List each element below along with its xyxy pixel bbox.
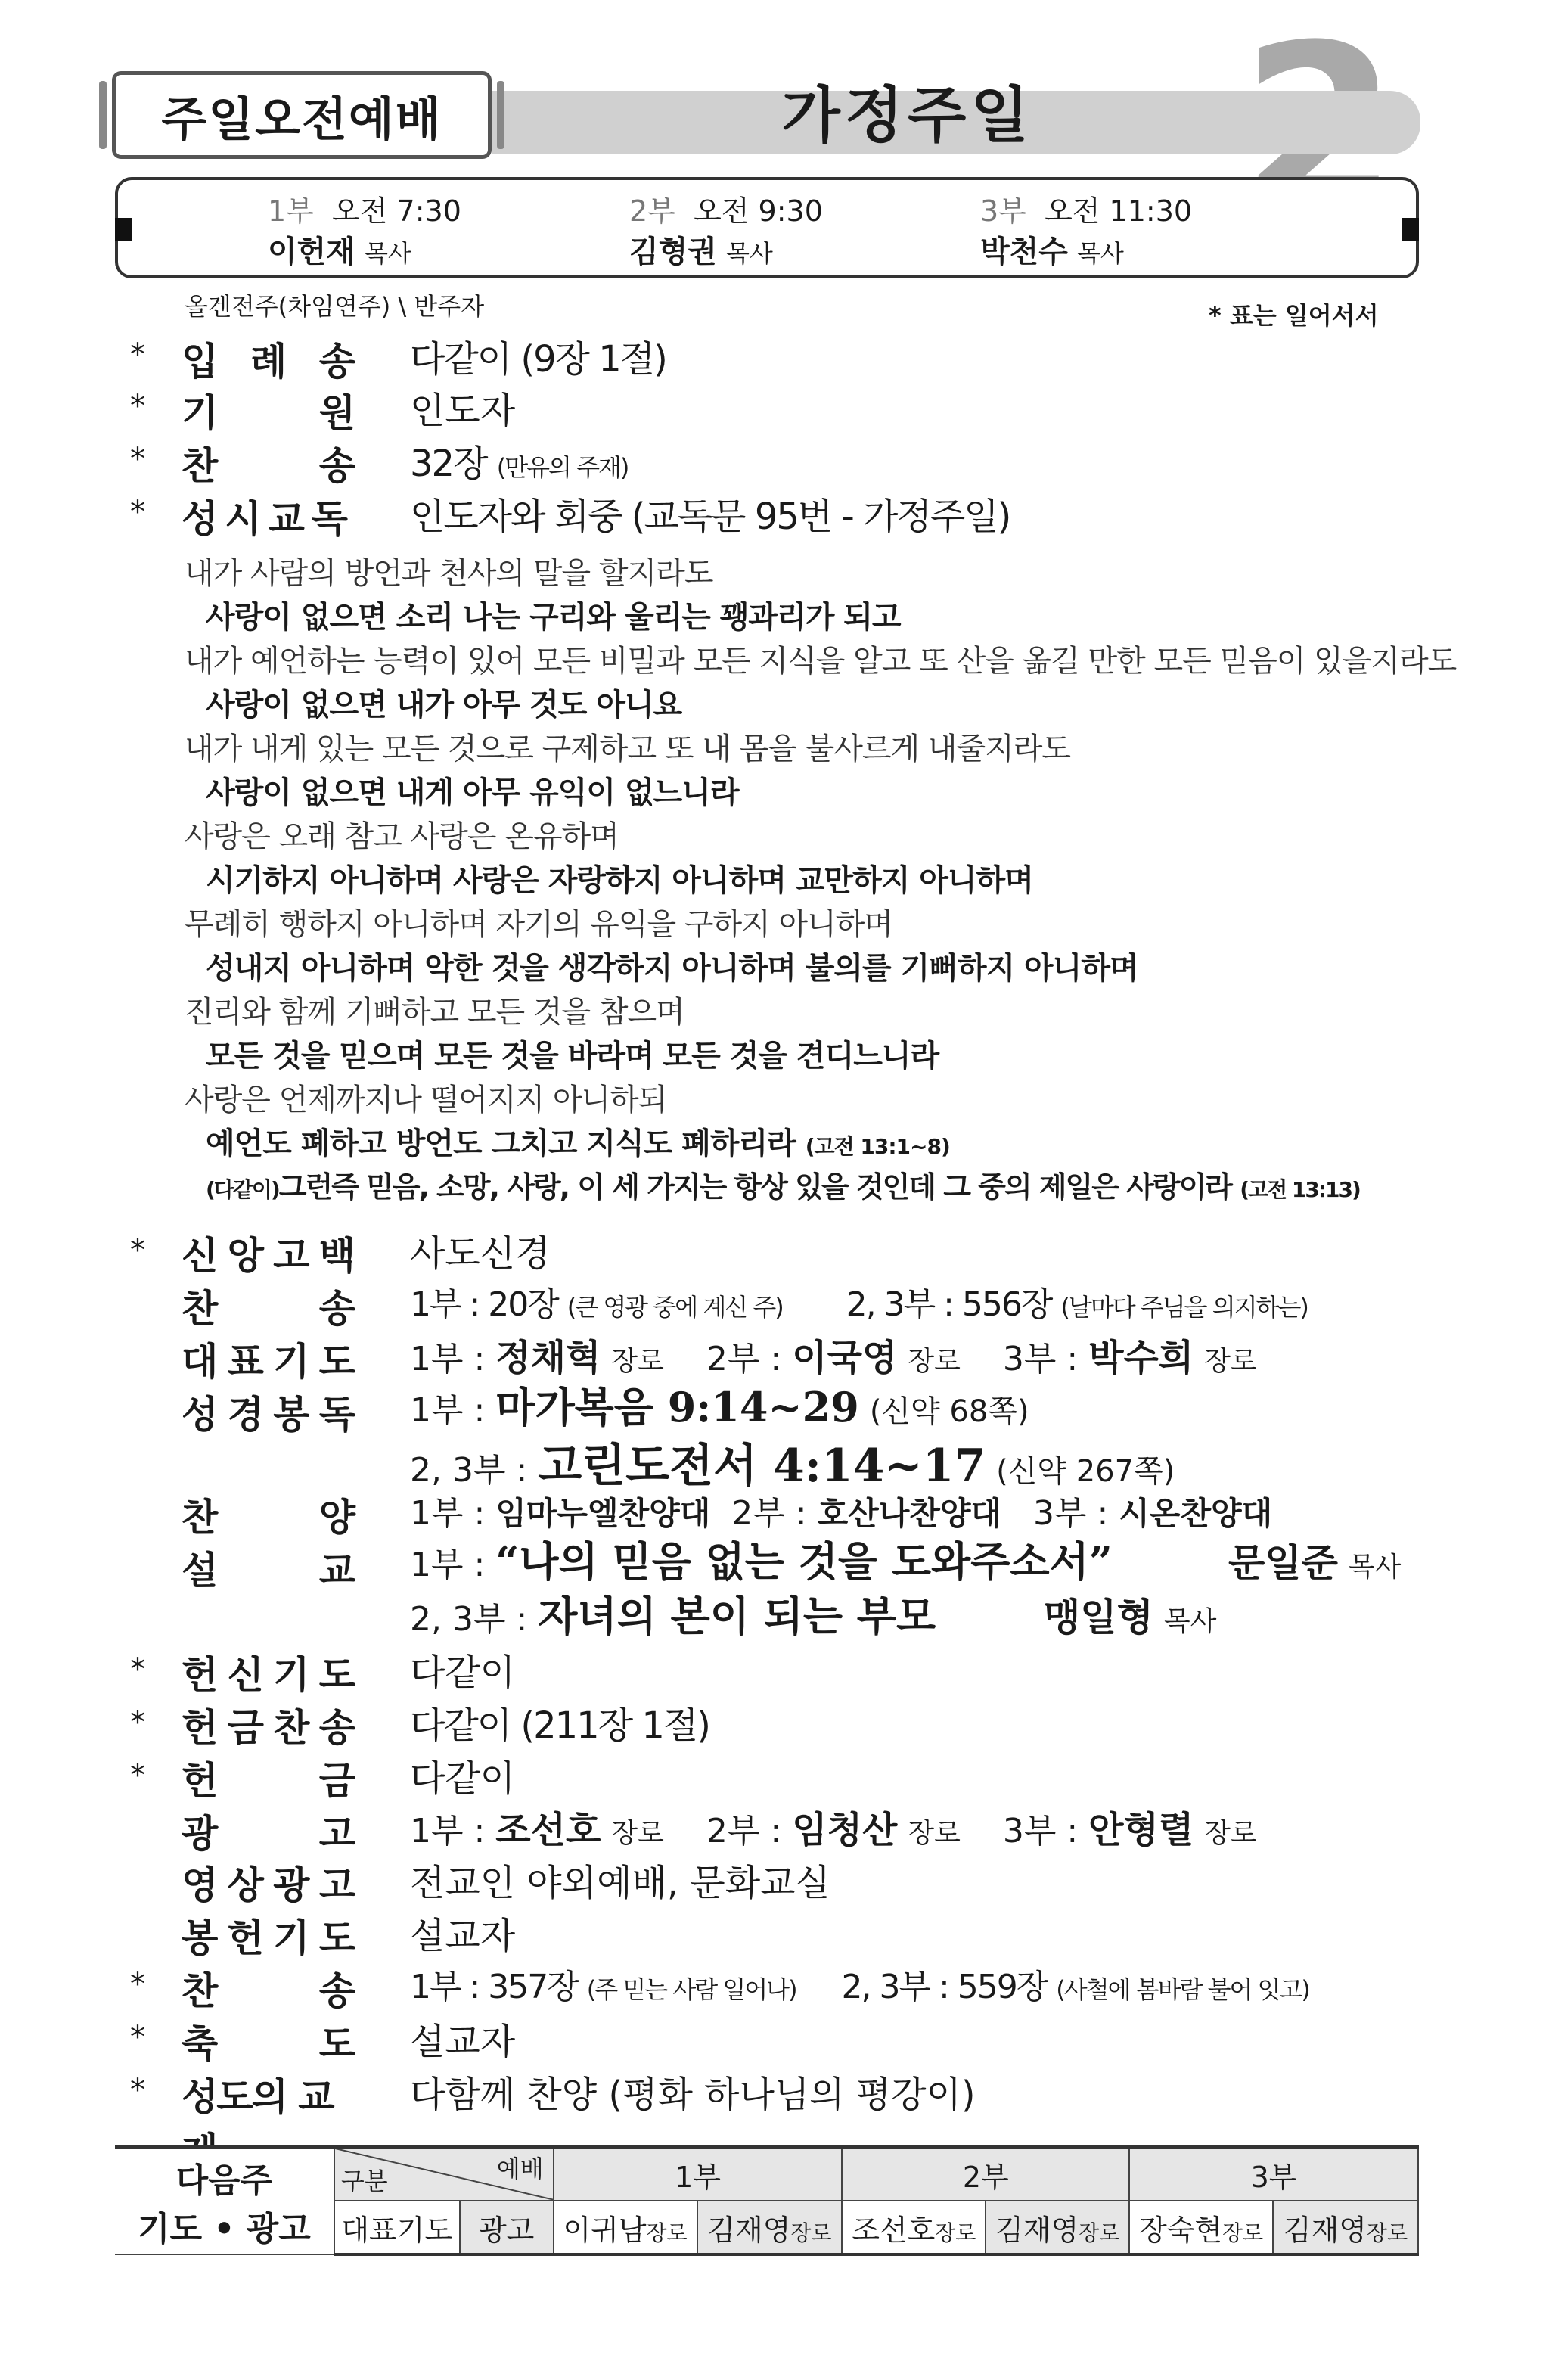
value-sermon-2-preacher bbox=[1044, 1587, 1216, 1642]
service-pastor: 박천수 bbox=[980, 235, 1068, 269]
part-prefix: 2, 3부 : bbox=[410, 1451, 539, 1490]
value-offering: 다같이 bbox=[410, 1757, 516, 1800]
service-pastor: 이헌재 bbox=[268, 235, 355, 269]
label-char: 고 bbox=[318, 1812, 355, 1856]
label-char: 송 bbox=[318, 444, 355, 488]
value-entrance-hymn: 다같이 (9장 1절) bbox=[410, 338, 666, 381]
part-prefix: 1부 : bbox=[410, 1968, 489, 2006]
reading-reference: (고전 13:1~8) bbox=[805, 1134, 950, 1159]
next-week-table bbox=[115, 2145, 1419, 2256]
part-prefix: 1부 : bbox=[410, 1340, 496, 1378]
part-prefix: 1부 : bbox=[410, 1391, 496, 1430]
label-char: 교 bbox=[268, 497, 305, 541]
value-invocation: 인도자 bbox=[410, 390, 516, 432]
label-char: 기 bbox=[182, 391, 219, 435]
label-char: 성도의 교 bbox=[182, 2075, 334, 2119]
label-char: 백 bbox=[318, 1234, 355, 1278]
value-offering-hymn: 다같이 (211장 1절) bbox=[410, 1704, 709, 1747]
value-sermon-1 bbox=[410, 1530, 1113, 1588]
elder-title: 장로 bbox=[1204, 1346, 1257, 1377]
row-label-announce: 광고 bbox=[460, 2201, 554, 2254]
reading-line-leader: 내가 사람의 방언과 천사의 말을 할지라도 bbox=[185, 556, 713, 591]
reading-line-leader: 내가 내게 있는 모든 것으로 구제하고 또 내 몸을 불사르게 내줄지라도 bbox=[185, 732, 1071, 766]
part-prefix: 2부 : bbox=[731, 1494, 818, 1533]
cell-1-prayer bbox=[554, 2201, 697, 2254]
label-char: 기 bbox=[273, 1653, 310, 1697]
hymn-name: (사철에 봄바람 불어 잇고) bbox=[1056, 1975, 1309, 2004]
value-hymn bbox=[410, 434, 628, 486]
scripture-passage: 마가복음 9:14~29 bbox=[495, 1383, 859, 1431]
standing-mark: * bbox=[130, 1705, 145, 1740]
box-marker-right bbox=[1402, 218, 1419, 241]
elder-title: 장로 bbox=[611, 1346, 664, 1377]
value-sermon-2 bbox=[410, 1584, 936, 1642]
label-char: 양 bbox=[318, 1496, 355, 1540]
part-prefix: 3부 : bbox=[1002, 1340, 1089, 1378]
label-closing-hymn bbox=[182, 1961, 355, 2015]
service-part: 2부 bbox=[629, 194, 675, 228]
cell-title: 장로 bbox=[1367, 2220, 1408, 2245]
scripture-passage: 고린도전서 4:14~17 bbox=[538, 1440, 986, 1493]
service-time: 오전 11:30 bbox=[1045, 194, 1193, 228]
standing-note: * 표는 일어서서 bbox=[1209, 301, 1379, 330]
value-video-announcements: 전교인 야외예배, 문화교실 bbox=[410, 1862, 830, 1904]
reading-line-congregation: 시기하지 아니하며 사랑은 자랑하지 아니하며 교만하지 아니하며 bbox=[206, 863, 1033, 898]
service-part: 3부 bbox=[980, 194, 1026, 228]
choir-name: 시온찬양대 bbox=[1119, 1495, 1273, 1532]
label-char: 성 bbox=[182, 1393, 219, 1437]
part-prefix: 1부 : bbox=[410, 1812, 496, 1850]
elder-name: 정채혁 bbox=[495, 1337, 601, 1379]
value-responsive-reading: 인도자와 회중 (교독문 95번 - 가정주일) bbox=[410, 496, 1010, 538]
elder-title: 장로 bbox=[611, 1818, 664, 1849]
label-char: 찬 bbox=[182, 1969, 219, 2013]
label-responsive-reading bbox=[182, 489, 348, 543]
label-char: 시 bbox=[225, 497, 262, 541]
banner-title: 가정주일 bbox=[781, 80, 1034, 151]
service-time: 오전 9:30 bbox=[694, 194, 823, 228]
label-dedication-prayer bbox=[182, 1645, 355, 1699]
label-char: 도 bbox=[318, 2022, 355, 2066]
standing-mark: * bbox=[130, 495, 145, 530]
preacher-name: 맹일형 bbox=[1044, 1595, 1153, 1639]
part-prefix: 2부 : bbox=[706, 1812, 793, 1850]
col-header-1: 1부 bbox=[554, 2147, 843, 2201]
row-label-prayer: 대표기도 bbox=[334, 2201, 460, 2254]
label-char: 고 bbox=[318, 1863, 355, 1907]
label-offering bbox=[182, 1751, 355, 1805]
value-sermon-1-preacher bbox=[1228, 1533, 1401, 1587]
label-char: 도 bbox=[318, 1340, 355, 1384]
cell-name: 장숙현 bbox=[1138, 2213, 1223, 2247]
standing-mark: * bbox=[130, 389, 145, 424]
label-char: 송 bbox=[318, 1969, 355, 2013]
preacher-title: 목사 bbox=[1163, 1606, 1217, 1637]
service-3 bbox=[980, 191, 1192, 274]
label-char: 헌 bbox=[182, 1759, 219, 1803]
service-2 bbox=[629, 191, 823, 274]
cell-title: 장로 bbox=[1222, 2220, 1264, 2245]
value-dedication-prayer: 다같이 bbox=[410, 1651, 516, 1694]
elder-title: 장로 bbox=[908, 1346, 961, 1377]
value-anthem bbox=[410, 1486, 1272, 1534]
label-char: 기 bbox=[273, 1916, 310, 1960]
cell-name: 이귀남 bbox=[563, 2213, 647, 2247]
scripture-page: (신약 267쪽) bbox=[996, 1454, 1175, 1489]
reading-line-leader: 내가 예언하는 능력이 있어 모든 비밀과 모든 지식을 알고 또 산을 옮길 만한 모든 믿음이 있을지라도 bbox=[185, 644, 1457, 679]
preacher-name: 문일준 bbox=[1228, 1540, 1338, 1585]
value-prayer bbox=[410, 1328, 1257, 1381]
elder-name: 조선호 bbox=[495, 1809, 601, 1851]
hymn-name: (만유의 주재) bbox=[496, 453, 629, 482]
cell-3-announce bbox=[1273, 2201, 1418, 2254]
value-benediction: 설교자 bbox=[410, 2021, 516, 2063]
service-time: 오전 7:30 bbox=[332, 194, 461, 228]
cell-name: 김재영 bbox=[707, 2213, 791, 2247]
cell-2-announce bbox=[986, 2201, 1129, 2254]
choir-name: 호산나찬양대 bbox=[817, 1495, 1002, 1532]
label-char: 입 bbox=[182, 340, 219, 384]
box-marker-left bbox=[115, 218, 132, 241]
standing-mark: * bbox=[130, 1758, 145, 1793]
label-char: 경 bbox=[227, 1393, 264, 1437]
label-char: 원 bbox=[318, 391, 355, 435]
value-announcements bbox=[410, 1801, 1257, 1853]
cell-1-announce bbox=[697, 2201, 843, 2254]
reading-reference: (고전 13:13) bbox=[1240, 1177, 1360, 1202]
cell-title: 장로 bbox=[790, 2220, 832, 2245]
reading-line-congregation: 사랑이 없으면 내게 아무 유익이 없느니라 bbox=[206, 775, 739, 810]
cell-2-prayer bbox=[842, 2201, 986, 2254]
next-week-title-line2: 기도 • 광고 bbox=[138, 2209, 311, 2248]
service-title: 주일오전예배 bbox=[112, 71, 492, 159]
part-prefix: 2, 3부 : bbox=[841, 1968, 958, 2006]
label-char: 송 bbox=[318, 1287, 355, 1331]
part-prefix: 3부 : bbox=[1002, 1812, 1089, 1850]
part-prefix: 1부 : bbox=[410, 1494, 496, 1533]
reading-line-congregation bbox=[206, 1120, 950, 1163]
elder-name: 안형렬 bbox=[1088, 1809, 1194, 1851]
hymn-name: (주 믿는 사람 일어나) bbox=[586, 1975, 796, 2004]
value-hymn-2 bbox=[410, 1277, 1308, 1325]
label-prayer bbox=[182, 1331, 355, 1386]
label-char: 광 bbox=[273, 1863, 310, 1907]
standing-mark: * bbox=[130, 2073, 145, 2108]
cell-name: 김재영 bbox=[1283, 2213, 1367, 2247]
elder-title: 장로 bbox=[908, 1818, 961, 1849]
label-char: 도 bbox=[318, 1653, 355, 1697]
label-scripture bbox=[182, 1384, 355, 1439]
label-benediction bbox=[182, 2014, 355, 2068]
label-hymn bbox=[182, 436, 355, 490]
service-pastor-title: 목사 bbox=[1077, 239, 1124, 268]
col-header-2: 2부 bbox=[842, 2147, 1129, 2201]
cell-name: 조선호 bbox=[852, 2213, 936, 2247]
part-prefix: 3부 : bbox=[1033, 1494, 1119, 1533]
reading-line-congregation: 사랑이 없으면 소리 나는 구리와 울리는 꽹과리가 되고 bbox=[206, 600, 901, 635]
part-prefix: 2부 : bbox=[706, 1340, 793, 1378]
label-creed bbox=[182, 1226, 355, 1280]
label-char: 기 bbox=[273, 1340, 310, 1384]
value-offering-prayer: 설교자 bbox=[410, 1915, 516, 1957]
label-hymn-2 bbox=[182, 1279, 355, 1333]
next-week-title-line1: 다음주 bbox=[175, 2161, 273, 2200]
label-char: 헌 bbox=[182, 1706, 219, 1750]
hymn-name: (날마다 주님을 의지하는) bbox=[1060, 1293, 1308, 1322]
sermon-title: “나의 믿음 없는 것을 도와주소서” bbox=[495, 1537, 1113, 1586]
standing-mark: * bbox=[130, 1233, 145, 1268]
standing-mark: * bbox=[130, 1967, 145, 2002]
service-pastor-title: 목사 bbox=[726, 239, 773, 268]
reading-line-leader: 사랑은 오래 참고 사랑은 온유하며 bbox=[185, 819, 619, 854]
hymn-number: 357장 bbox=[488, 1968, 578, 2006]
cell-title: 장로 bbox=[935, 2220, 976, 2245]
value-scripture-1 bbox=[410, 1375, 1029, 1434]
label-offering-prayer bbox=[182, 1908, 355, 1962]
label-char: 금 bbox=[318, 1759, 355, 1803]
label-sermon bbox=[182, 1540, 355, 1595]
standing-mark: * bbox=[130, 1652, 145, 1687]
elder-name: 임청산 bbox=[792, 1809, 898, 1851]
organist-note: 올겐전주(차임연주) \ 반주자 bbox=[185, 292, 485, 321]
part-prefix: 1부 : bbox=[410, 1546, 496, 1584]
service-pastor-title: 목사 bbox=[365, 239, 411, 268]
label-char: 독 bbox=[311, 497, 348, 541]
label-char: 찬 bbox=[182, 444, 219, 488]
label-entrance-hymn bbox=[182, 331, 355, 386]
hymn-number: 32장 bbox=[410, 443, 487, 485]
choir-name: 임마누엘찬양대 bbox=[495, 1495, 711, 1532]
label-anthem bbox=[182, 1487, 355, 1542]
service-part: 1부 bbox=[268, 194, 314, 228]
sermon-title: 자녀의 본이 되는 부모 bbox=[538, 1592, 936, 1640]
elder-name: 이국영 bbox=[792, 1337, 898, 1379]
elder-title: 장로 bbox=[1204, 1818, 1257, 1849]
hymn-number: 556장 bbox=[961, 1285, 1052, 1324]
service-1 bbox=[268, 191, 461, 274]
next-week-title bbox=[115, 2147, 334, 2254]
label-char: 광 bbox=[182, 1812, 219, 1856]
hymn-name: (큰 영광 중에 계신 주) bbox=[567, 1293, 783, 1322]
label-announcements bbox=[182, 1804, 355, 1858]
service-times-box bbox=[115, 177, 1419, 278]
label-char: 표 bbox=[227, 1340, 264, 1384]
label-char: 축 bbox=[182, 2022, 219, 2066]
hymn-number: 20장 bbox=[488, 1285, 558, 1324]
label-offering-hymn bbox=[182, 1698, 355, 1752]
cell-title: 장로 bbox=[1079, 2220, 1120, 2245]
corner-label-service: 예배 bbox=[496, 2155, 544, 2183]
label-char: 대 bbox=[182, 1340, 219, 1384]
reading-line-congregation: 사랑이 없으면 내가 아무 것도 아니요 bbox=[206, 688, 682, 722]
reading-line-congregation: 모든 것을 믿으며 모든 것을 바라며 모든 것을 견디느니라 bbox=[206, 1039, 939, 1073]
value-closing-hymn bbox=[410, 1959, 1309, 2008]
label-video-announcements bbox=[182, 1855, 355, 1909]
value-creed: 사도신경 bbox=[410, 1232, 551, 1275]
part-prefix: 1부 : bbox=[410, 1285, 489, 1324]
label-char: 신 bbox=[182, 1234, 219, 1278]
standing-mark: * bbox=[130, 442, 145, 477]
label-char: 찬 bbox=[182, 1287, 219, 1331]
elder-name: 박수희 bbox=[1088, 1337, 1194, 1379]
reading-line-leader: 진리와 함께 기뻐하고 모든 것을 참으며 bbox=[185, 995, 684, 1030]
label-char: 헌 bbox=[227, 1916, 264, 1960]
label-char: 봉 bbox=[273, 1393, 310, 1437]
label-char: 금 bbox=[227, 1706, 264, 1750]
label-char: 성 bbox=[182, 497, 219, 541]
label-char: 고 bbox=[273, 1234, 310, 1278]
label-char: 송 bbox=[318, 1706, 355, 1750]
label-char: 상 bbox=[227, 1863, 264, 1907]
reading-line-congregation: 성내지 아니하며 악한 것을 생각하지 아니하며 불의를 기뻐하지 아니하며 bbox=[206, 951, 1138, 986]
cell-name: 김재영 bbox=[995, 2213, 1079, 2247]
value-fellowship: 다함께 찬양 (평화 하나님의 평강이) bbox=[410, 2074, 976, 2116]
label-char: 헌 bbox=[182, 1653, 219, 1697]
part-prefix: 2, 3부 : bbox=[410, 1600, 539, 1639]
label-char: 례 bbox=[250, 340, 287, 384]
table-corner-header bbox=[334, 2147, 554, 2201]
label-char: 영 bbox=[182, 1863, 219, 1907]
label-char: 교 bbox=[318, 1549, 355, 1592]
service-pastor: 김형권 bbox=[629, 235, 717, 269]
preacher-title: 목사 bbox=[1348, 1552, 1402, 1583]
part-prefix: 2, 3부 : bbox=[846, 1285, 962, 1324]
label-char: 찬 bbox=[182, 1496, 219, 1540]
label-char: 앙 bbox=[227, 1234, 264, 1278]
label-char: 독 bbox=[318, 1393, 355, 1437]
label-char: 신 bbox=[227, 1653, 264, 1697]
label-char: 설 bbox=[182, 1549, 219, 1592]
col-header-3: 3부 bbox=[1129, 2147, 1418, 2201]
cell-3-prayer bbox=[1129, 2201, 1273, 2254]
corner-label-category: 구분 bbox=[340, 2167, 388, 2195]
scripture-page: (신약 68쪽) bbox=[869, 1394, 1029, 1429]
hymn-number: 559장 bbox=[957, 1968, 1048, 2006]
label-char: 송 bbox=[318, 340, 355, 384]
standing-mark: * bbox=[130, 337, 145, 372]
label-char: 도 bbox=[318, 1916, 355, 1960]
standing-mark: * bbox=[130, 2020, 145, 2055]
label-char: 봉 bbox=[182, 1916, 219, 1960]
reading-line-leader: 사랑은 언제까지나 떨어지지 아니하되 bbox=[185, 1083, 667, 1117]
reading-text: 예언도 폐하고 방언도 그치고 지식도 폐하리라 bbox=[206, 1126, 796, 1161]
reading-line-all bbox=[206, 1164, 1360, 1205]
reading-text: 그런즉 믿음, 소망, 사랑, 이 세 가지는 항상 있을 것인데 그 중의 제일은 사랑이라 bbox=[278, 1170, 1231, 1204]
label-char: 찬 bbox=[273, 1706, 310, 1750]
label-invocation bbox=[182, 383, 355, 437]
reading-line-leader: 무례히 행하지 아니하며 자기의 유익을 구하지 아니하며 bbox=[185, 907, 893, 942]
cell-title: 장로 bbox=[646, 2220, 688, 2245]
reading-prefix: (다같이) bbox=[206, 1177, 279, 1202]
